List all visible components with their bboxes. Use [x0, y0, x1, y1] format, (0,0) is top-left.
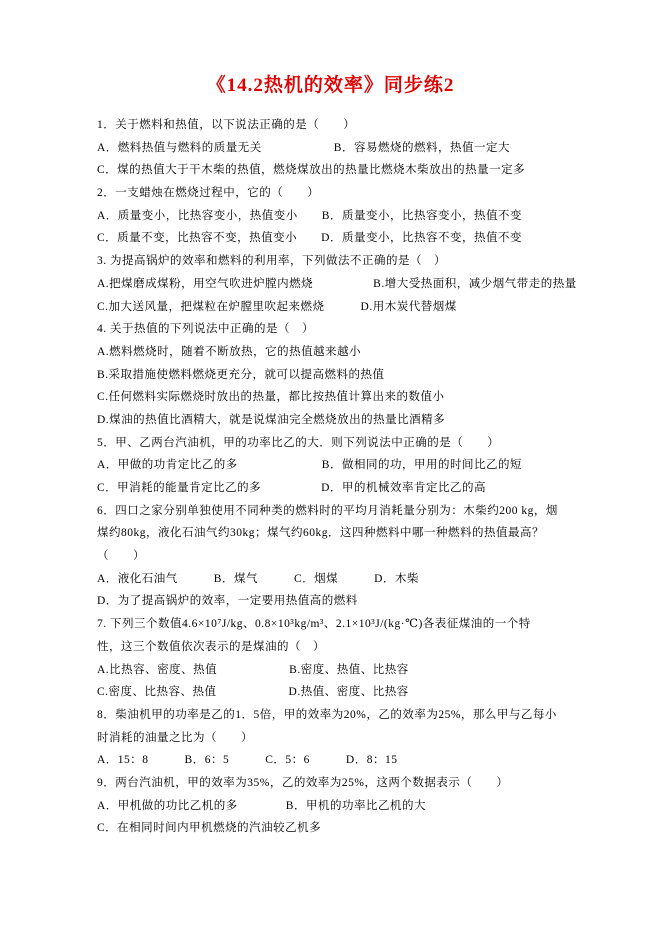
question-2-line-3: C．质量不变，比热容不变，热值变小 D．质量变小，比热容不变，热值不变 — [97, 232, 522, 245]
question-1-line-3: C．煤的热值大于干木柴的热值，燃烧煤放出的热量比燃烧木柴放出的热量一定多 — [97, 164, 526, 177]
worksheet-body — [97, 114, 617, 840]
question-4-line-2: A.燃料燃烧时，随着不断放热，它的热值越来越小 — [97, 345, 362, 358]
question-3-line-1: 3. 为提高锅炉的效率和燃料的利用率，下列做法不正确的是（ ） — [97, 255, 446, 268]
worksheet-title: 《14.2热机的效率》同步练2 — [206, 75, 455, 96]
question-1-line-2: A．燃料热值与燃料的质量无关 B．容易燃烧的燃料，热值一定大 — [97, 141, 510, 154]
question-9-line-3: C．在相同时间内甲机燃烧的汽油较乙机多 — [97, 822, 322, 835]
question-9-line-2: A．甲机做的功比乙机的多 B．甲机的功率比乙机的大 — [97, 799, 426, 812]
question-7-line-4: C.密度、比热容、热值 D.热值、密度、比热容 — [97, 686, 409, 699]
question-6-line-5: D．为了提高锅炉的效率，一定要用热值高的燃料 — [97, 595, 358, 608]
question-6-line-1: 6．四口之家分别单独使用不同种类的燃料时的平均月消耗量分别为：木柴约200 kg，烟 — [97, 504, 558, 517]
question-4-line-5: D.煤油的热值比酒精大，就是说煤油完全燃烧放出的热量比酒精多 — [97, 413, 446, 426]
question-6-line-2: 煤约80kg，液化石油气约30kg；煤气约60kg．这四种燃料中哪一种燃料的热值最高？ — [97, 527, 544, 540]
question-2-line-1: 2．一支蜡烛在燃烧过程中，它的（ ） — [97, 187, 320, 200]
question-5-line-2: A．甲做的功肯定比乙的多 B．做相同的功，甲用的时间比乙的短 — [97, 459, 522, 472]
question-8-line-3: A．15：8 B．6：5 C．5：6 D．8：15 — [97, 754, 398, 767]
question-5-line-3: C．甲消耗的能量肯定比乙的多 D．甲的机械效率肯定比乙的高 — [97, 482, 486, 494]
question-7-line-2: 性，这三个数值依次表示的是煤油的（ ） — [97, 640, 325, 653]
question-4-line-1: 4. 关于热值的下列说法中正确的是（ ） — [97, 323, 314, 336]
question-4-line-3: B.采取措施使燃料燃烧更充分，就可以提高燃料的热值 — [97, 368, 385, 381]
question-3-line-2: A.把煤磨成煤粉，用空气吹进炉膛内燃烧 B.增大受热面积，减少烟气带走的热量 — [97, 277, 577, 290]
question-9-line-1: 9．两台汽油机，甲的效率为35%，乙的效率为25%，这两个数据表示（ ） — [97, 776, 509, 789]
question-2-line-2: A．质量变小，比热容变小，热值变小 B．质量变小，比热容变小，热值不变 — [97, 209, 522, 222]
question-6-line-4: A．液化石油气 B．煤气 C．烟煤 D．木柴 — [97, 572, 419, 585]
question-4-line-4: C.任何燃料实际燃烧时放出的热量，都比按热值计算出来的数值小 — [97, 391, 445, 404]
question-1-line-1: 1．关于燃料和热值，以下说法正确的是（ ） — [97, 119, 356, 131]
question-8-line-2: 时消耗的油量之比为（ ） — [97, 731, 253, 744]
question-6-line-3: （ ） — [97, 550, 145, 563]
question-5-line-1: 5．甲、乙两台汽油机，甲的功率比乙的大．则下列说法中正确的是（ ） — [97, 436, 500, 449]
question-7-line-1: 7. 下列三个数值4.6×10⁷J/kg、0.8×10³kg/m³、2.1×10³J/(kg·℃)各表征煤油的一个特 — [97, 618, 531, 631]
question-3-line-3: C.加大送风量，把煤粒在炉膛里吹起来燃烧 D.用木炭代替烟煤 — [97, 300, 457, 313]
question-8-line-1: 8．柴油机甲的功率是乙的1．5倍，甲的效率为20%，乙的效率为25%，那么甲与乙每小 — [97, 708, 557, 721]
question-7-line-3: A.比热容、密度、热值 B.密度、热值、比热容 — [97, 663, 409, 676]
